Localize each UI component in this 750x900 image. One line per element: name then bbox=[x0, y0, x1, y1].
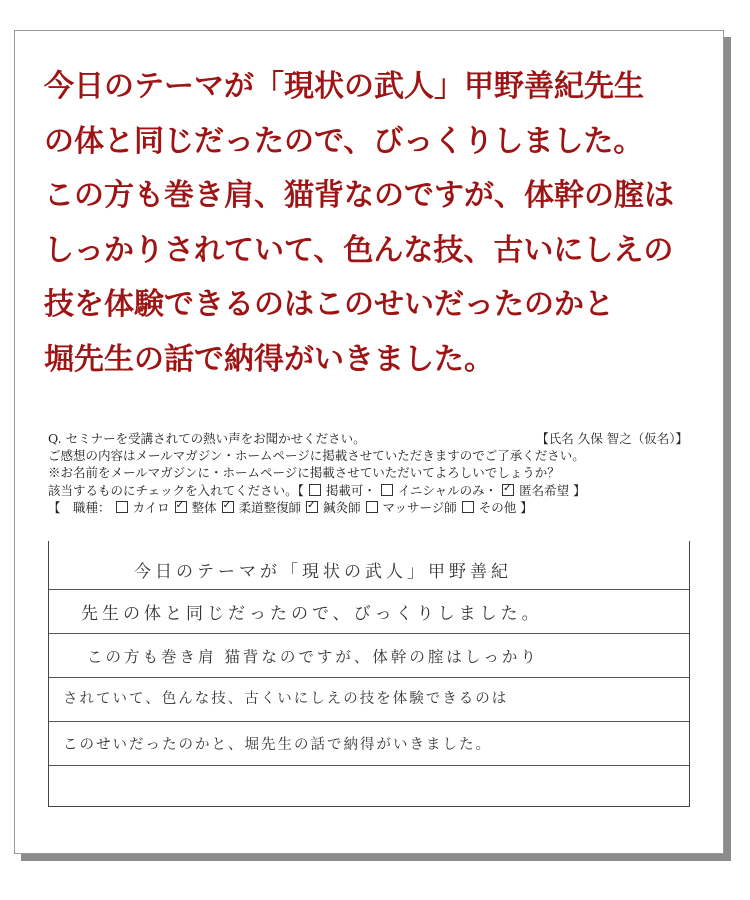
job-label: その他 bbox=[478, 499, 517, 515]
heading-line: 技を体験できるのはこのせいだったのかと bbox=[44, 287, 614, 322]
job-checkbox-seitai[interactable] bbox=[175, 501, 187, 513]
heading-line: しっかりされていて、色んな技、古いにしえの bbox=[44, 232, 674, 268]
job-label: マッサージ師 bbox=[382, 499, 457, 515]
consent-prefix: 該当するものにチェックを入れてください。【 bbox=[48, 482, 304, 498]
question-row bbox=[48, 430, 688, 447]
handwritten-line: このせいだったのかと、堀先生の話で納得がいきました。 bbox=[63, 737, 492, 753]
initial-label: イニシャルのみ・ bbox=[397, 482, 498, 498]
consent-options-row bbox=[48, 482, 688, 499]
name-label: 【氏名 bbox=[536, 431, 574, 446]
job-checkbox-judo[interactable] bbox=[222, 501, 234, 513]
testimonial-heading bbox=[44, 60, 694, 387]
notice-line: ご感想の内容はメールマガジン・ホームページに掲載させていただきますのでご了承ください。 bbox=[48, 448, 585, 464]
name-close: 】 bbox=[675, 431, 688, 446]
name-value: 久保 智之（仮名） bbox=[577, 431, 676, 446]
job-label: カイロ bbox=[132, 499, 170, 515]
handwritten-answer-box bbox=[48, 541, 690, 807]
handwritten-line: 今日のテーマが「現状の武人」甲野善紀 bbox=[134, 562, 512, 582]
job-checkbox-other[interactable] bbox=[462, 501, 474, 513]
job-checkbox-shinkyu[interactable] bbox=[306, 501, 318, 513]
consent-question: ※お名前をメールマガジンに・ホームページに掲載させていただいてよろしいでしょうか？ bbox=[48, 465, 560, 481]
consent-suffix: 】 bbox=[573, 482, 586, 498]
initial-checkbox[interactable] bbox=[381, 484, 393, 496]
job-label: 柔道整復師 bbox=[238, 499, 302, 515]
job-row bbox=[48, 499, 688, 516]
ruled-line bbox=[49, 721, 689, 722]
anonymous-label: 匿名希望 bbox=[519, 482, 570, 498]
anonymous-checkbox[interactable] bbox=[502, 484, 514, 496]
job-suffix: 】 bbox=[520, 499, 533, 515]
ruled-line bbox=[49, 633, 689, 634]
heading-line: 堀先生の話で納得がいきました。 bbox=[44, 341, 494, 377]
job-label: 鍼灸師 bbox=[323, 499, 361, 515]
ruled-line bbox=[49, 589, 689, 590]
heading-line: 今日のテーマが「現状の武人」甲野善紀先生 bbox=[44, 69, 644, 104]
publish-checkbox[interactable] bbox=[309, 484, 321, 496]
job-label: 整体 bbox=[191, 499, 217, 515]
handwritten-line: されていて、色んな技、古くいにしえの技を体験できるのは bbox=[63, 691, 509, 707]
heading-line: この方も巻き肩、猫背なのですが、体幹の腟は bbox=[44, 178, 674, 213]
name-field bbox=[536, 430, 688, 447]
ruled-line bbox=[49, 765, 689, 766]
handwritten-line: 先生の体と同じだったので、びっくりしました。 bbox=[81, 604, 543, 624]
job-prefix: 【 職種： bbox=[48, 499, 111, 515]
ruled-line bbox=[49, 677, 689, 678]
job-checkbox-massage[interactable] bbox=[366, 501, 378, 513]
question-text: Q. セミナーを受講されての熱い声をお聞かせください。 bbox=[48, 431, 366, 446]
publish-label: 掲載可・ bbox=[325, 482, 376, 498]
job-checkbox-chiro[interactable] bbox=[116, 501, 128, 513]
survey-form bbox=[48, 430, 688, 516]
handwritten-line: この方も巻き肩 猫背なのですが、体幹の腟はしっかり bbox=[87, 648, 539, 666]
heading-line: の体と同じだったので、びっくりしました。 bbox=[44, 123, 644, 159]
